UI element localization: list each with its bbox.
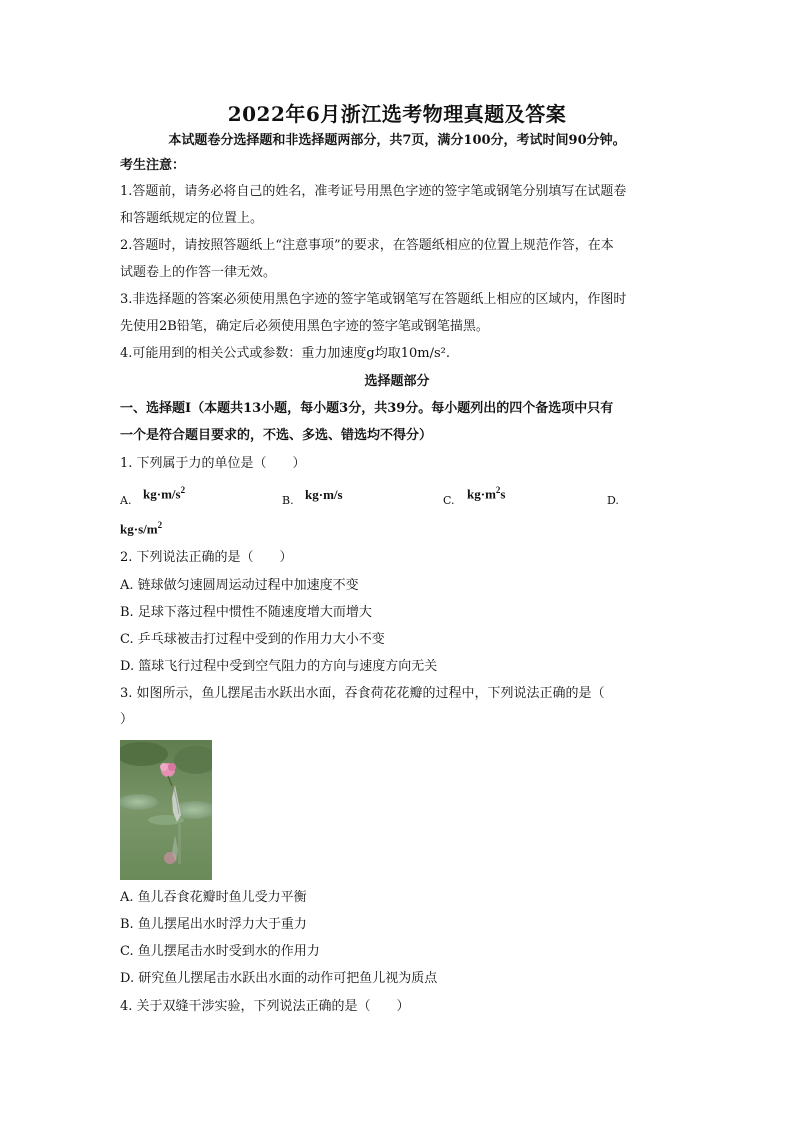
section-title: 选择题部分 (364, 374, 430, 389)
notice-heading: 考生注意： (120, 158, 186, 173)
q3-option-b: B. 鱼儿摆尾出水时浮力大于重力 (120, 917, 307, 932)
notice-line: 4.可能用到的相关公式或参数：重力加速度g均取10m/s². (120, 346, 450, 361)
q1-option-c-formula: $kg\cdot m^2s$ (467, 485, 506, 502)
q1-option-b-label: B. (282, 494, 294, 507)
q1-option-d-formula: $kg\cdot s/m^2$ (120, 520, 163, 537)
notice-line: 试题卷上的作答一律无效。 (120, 265, 277, 280)
q2-option-c: C. 乒乓球被击打过程中受到的作用力大小不变 (120, 632, 385, 647)
q3-option-c: C. 鱼儿摆尾击水时受到水的作用力 (120, 944, 320, 959)
part1-heading: 一个是符合题目要求的，不选、多选、错选均不得分） (120, 428, 433, 443)
q1-option-d-label: D. (607, 494, 619, 507)
notice-line: 先使用2B铅笔，确定后必须使用黑色字迹的签字笔或钢笔描黑。 (120, 319, 489, 334)
notice-line: 和答题纸规定的位置上。 (120, 211, 264, 226)
q1-option-b-formula: kg·m/s (305, 487, 343, 502)
question-2-stem: 2. 下列说法正确的是（ ） (120, 550, 293, 565)
notice-line: 3.非选择题的答案必须使用黑色字迹的签字笔或钢笔写在答题纸上相应的区域内，作图时 (120, 292, 627, 307)
exam-subtitle: 本试题卷分选择题和非选择题两部分，共7页，满分100分，考试时间90分钟。 (168, 133, 626, 148)
question-4-stem: 4. 关于双缝干涉实验，下列说法正确的是（ ） (120, 999, 410, 1014)
q2-option-b: B. 足球下落过程中惯性不随速度增大而增大 (120, 605, 372, 620)
q3-option-a: A. 鱼儿吞食花瓣时鱼儿受力平衡 (120, 890, 307, 905)
q2-option-a: A. 链球做匀速圆周运动过程中加速度不变 (120, 578, 359, 593)
notice-line: 1.答题前，请务必将自己的姓名，准考证号用黑色字迹的签字笔或钢笔分别填写在试题卷 (120, 184, 627, 199)
fish-lotus-photo (120, 740, 212, 880)
q3-option-d: D. 研究鱼儿摆尾击水跃出水面的动作可把鱼儿视为质点 (120, 971, 438, 986)
question-3-stem: 3. 如图所示，鱼儿摆尾击水跃出水面，吞食荷花花瓣的过程中，下列说法正确的是（ (120, 686, 605, 701)
page-title: 2022年6月浙江选考物理真题及答案 (227, 102, 567, 126)
part1-heading: 一、选择题Ⅰ（本题共13小题，每小题3分，共39分。每小题列出的四个备选项中只有 (120, 401, 614, 416)
notice-line: 2.答题时，请按照答题纸上“注意事项”的要求，在答题纸相应的位置上规范作答，在本 (120, 238, 614, 253)
q1-option-a-label: A. (120, 494, 132, 507)
question-3-stem-close: ） (120, 712, 134, 727)
question-1-stem: 1. 下列属于力的单位是（ ） (120, 456, 306, 471)
q1-option-c-label: C. (443, 494, 455, 507)
q2-option-d: D. 篮球飞行过程中受到空气阻力的方向与速度方向无关 (120, 659, 438, 674)
q1-option-a-formula: $kg\cdot m/s^2$ (143, 485, 186, 502)
